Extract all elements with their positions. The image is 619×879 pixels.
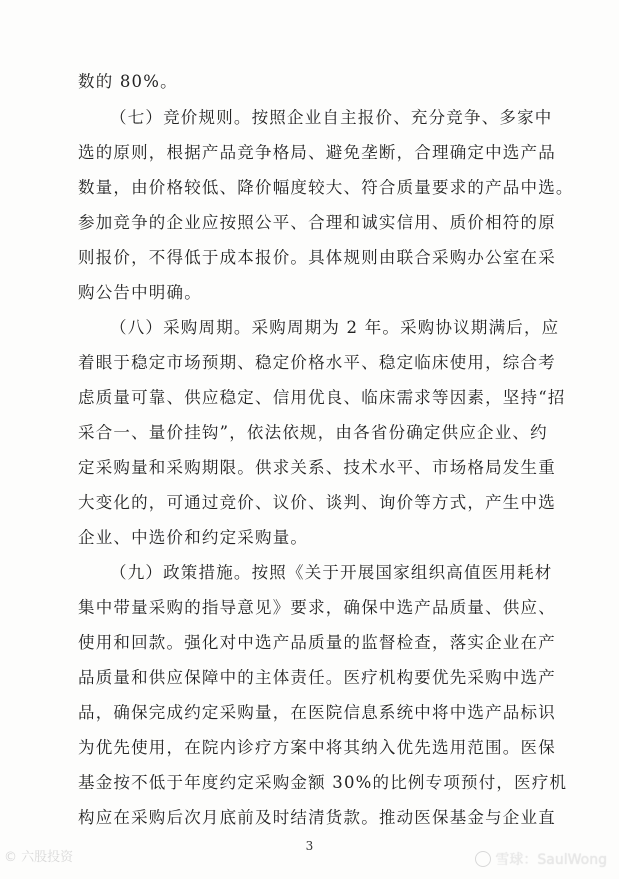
text-line: 数量，由价格较低、降价幅度较大、符合质量要求的产品中选。 (78, 178, 574, 197)
watermark-right-text: 雪球：SaulWong (495, 852, 607, 868)
text-line: 数的 80%。 (78, 72, 178, 91)
text-line: 企业、中选价和约定采购量。 (78, 528, 309, 547)
text-line: （八）采购周期。采购周期为 2 年。采购协议期满后，应 (110, 318, 560, 337)
text-line: 采合一、量价挂钩”，依法依规，由各省份确定供应企业、约 (78, 423, 548, 442)
text-line: 着眼于稳定市场预期、稳定价格水平、稳定临床使用，综合考 (78, 353, 556, 372)
watermark-left: © 六股投资 (4, 850, 74, 865)
text-line: 定采购量和采购期限。供求关系、技术水平、市场格局发生重 (78, 458, 556, 477)
xueqiu-logo-icon (475, 851, 491, 867)
text-line: 购公告中明确。 (78, 283, 202, 302)
text-line: 基金按不低于年度约定采购金额 30%的比例专项预付，医疗机 (78, 773, 568, 792)
text-line: 构应在采购后次月底前及时结清货款。推动医保基金与企业直 (78, 808, 556, 827)
text-line: 虑质量可靠、供应稳定、信用优良、临床需求等因素，坚持“招 (78, 388, 566, 407)
text-line: 品质量和供应保障中的主体责任。医疗机构要优先采购中选产 (78, 668, 556, 687)
text-line: 为优先使用，在院内诊疗方案中将其纳入优先选用范围。医保 (78, 738, 556, 757)
text-line: 大变化的，可通过竞价、议价、谈判、询价等方式，产生中选 (78, 493, 556, 512)
text-line: 使用和回款。强化对中选产品质量的监督检查，落实企业在产 (78, 633, 556, 652)
text-line: 参加竞争的企业应按照公平、合理和诚实信用、质价相符的原 (78, 213, 556, 232)
watermark-right (475, 849, 607, 869)
text-line: （九）政策措施。按照《关于开展国家组织高值医用耗材 (110, 563, 553, 582)
text-line: 集中带量采购的指导意见》要求，确保中选产品质量、供应、 (78, 598, 556, 617)
page-number: 3 (305, 839, 314, 853)
text-line: 则报价，不得低于成本报价。具体规则由联合采购办公室在采 (78, 248, 556, 267)
text-line: 品，确保完成约定采购量，在医院信息系统中将中选产品标识 (78, 703, 556, 722)
text-line: 选的原则，根据产品竞争格局、避免垄断，合理确定中选产品 (78, 143, 556, 162)
text-line: （七）竞价规则。按照企业自主报价、充分竞争、多家中 (110, 108, 553, 127)
